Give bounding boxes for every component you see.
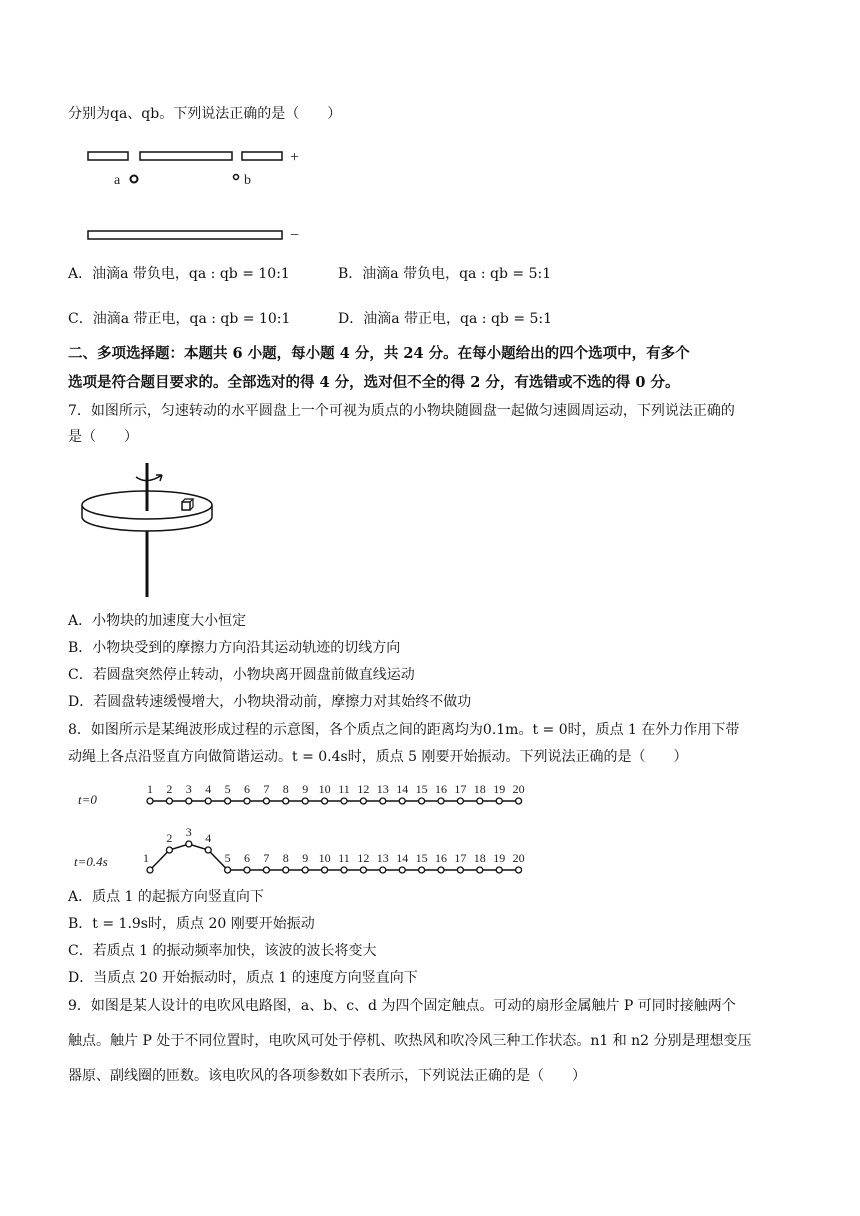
rope-point-label-t04: 1 [143,851,149,865]
rope-point-label-t04: 8 [282,851,289,865]
section2-heading-line2: 选项是符合题目要求的。全部选对的得 4 分，选对但不全的得 2 分，有选错或不选的得 0 分。 [68,374,680,391]
q7-option-c: C．若圆盘突然停止转动，小物块离开圆盘前做直线运动 [68,667,415,683]
rope-point-t0 [419,798,425,804]
q6-option-d: D．油滴a 带正电，qa : qb = 5:1 [338,311,553,327]
rope-point-t0 [302,798,308,804]
rope-point-label-t0: 4 [205,782,212,796]
upper-plate-right [242,152,282,160]
rope-point-t0 [457,798,463,804]
rope-point-label-t0: 14 [396,782,409,796]
rope-point-t04 [283,867,289,873]
rope-point-t04 [166,847,172,853]
rope-point-t0 [477,798,483,804]
rope-point-label-t0: 8 [282,782,289,796]
rope-point-label-t0: 3 [185,782,192,796]
rope-point-t04 [147,867,153,873]
q8-rope-wave-figure [70,774,530,884]
q7-stem-line2: 是（ ） [68,429,138,445]
rope-point-label-t04: 16 [435,851,447,865]
q7-turntable-figure [70,455,250,605]
q8-option-d: D．当质点 20 开始振动时，质点 1 的速度方向竖直向下 [68,970,418,986]
rope-point-label-t0: 13 [376,782,389,796]
rope-point-label-t0: 20 [512,782,525,796]
rope-point-t04 [516,867,522,873]
section2-heading-line1: 二、多项选择题：本题共 6 小题，每小题 4 分，共 24 分。在每小题给出的四个选项中，有多个 [68,345,690,362]
rope-point-t04 [186,841,192,847]
rope-point-t0 [244,798,250,804]
rope-point-label-t0: 2 [166,782,173,796]
rope-point-t0 [186,798,192,804]
q8-option-b: B．t = 1.9s时，质点 20 刚要开始振动 [68,916,315,932]
q6-option-c: C．油滴a 带正电，qa : qb = 10:1 [68,311,291,327]
q6-option-b: B．油滴a 带负电，qa : qb = 5:1 [338,266,552,282]
rope-point-label-t04: 7 [263,851,270,865]
rope-point-t0 [322,798,328,804]
q6-stem: 分别为qa、qb。下列说法正确的是（ ） [68,106,342,122]
rope-point-t04 [322,867,328,873]
rope-point-t0 [225,798,231,804]
rope-point-t0 [147,798,153,804]
rope-point-t0 [341,798,347,804]
rope-point-t04 [225,867,231,873]
droplet-a-label: a [114,173,121,188]
rope-point-label-t04: 14 [396,851,409,865]
q6-capacitor-figure [80,140,320,250]
rope-point-label-t04: 19 [493,851,506,865]
rope-point-t04 [302,867,308,873]
upper-plate-middle [140,152,232,160]
droplet-b-label: b [244,173,251,188]
rope-point-label-t04: 9 [302,851,309,865]
rope-point-t0 [283,798,289,804]
upper-plate-left [88,152,128,160]
rope-point-label-t0: 19 [493,782,506,796]
rope-point-label-t04: 3 [185,825,192,839]
rope-point-t04 [399,867,405,873]
rope-point-label-t0: 9 [302,782,309,796]
rope-point-t0 [516,798,522,804]
q8-stem-line1: 8．如图所示是某绳波形成过程的示意图，各个质点之间的距离均为0.1m。t = 0时，质点 1 在外力作用下带 [68,722,740,738]
q6-option-a: A．油滴a 带负电，qa : qb = 10:1 [68,266,290,282]
q7-stem-line1: 7．如图所示，匀速转动的水平圆盘上一个可视为质点的小物块随圆盘一起做匀速圆周运动，下列说法正确的 [68,403,735,419]
rope-point-label-t0: 16 [435,782,447,796]
q9-line1: 9．如图是某人设计的电吹风电路图，a、b、c、d 为四个固定触点。可动的扇形金属触片 P 可同时接触两个 [68,998,736,1014]
rope-point-label-t04: 4 [205,831,212,845]
rope-point-t04 [244,867,250,873]
q7-option-b: B．小物块受到的摩擦力方向沿其运动轨迹的切线方向 [68,640,401,656]
q8-option-a: A．质点 1 的起振方向竖直向下 [68,889,264,905]
q8-option-c: C．若质点 1 的振动频率加快，该波的波长将变大 [68,943,377,959]
lower-plate [88,231,282,239]
rope-point-t04 [360,867,366,873]
rope-point-t04 [496,867,502,873]
rope-point-label-t0: 15 [415,782,428,796]
rope-point-label-t04: 17 [454,851,467,865]
rope-point-label-t0: 10 [318,782,331,796]
rope-point-t0 [380,798,386,804]
rope-point-label-t0: 17 [454,782,467,796]
rope-point-label-t04: 15 [415,851,428,865]
rope-point-t04 [438,867,444,873]
rope-point-label-t0: 1 [147,782,153,796]
plus-sign: + [290,149,300,166]
rope-point-t04 [419,867,425,873]
droplet-b [234,175,239,180]
rope-point-t0 [360,798,366,804]
rope-point-t04 [341,867,347,873]
rope-point-label-t04: 20 [512,851,525,865]
rope-point-label-t04: 18 [473,851,486,865]
rope-point-label-t0: 6 [244,782,250,796]
rope-point-label-t04: 6 [244,851,250,865]
rope-point-t0 [166,798,172,804]
rope-point-label-t0: 5 [224,782,231,796]
rope-point-label-t04: 5 [224,851,231,865]
rope-point-t04 [205,847,211,853]
row1-time-label: t=0 [78,792,97,807]
rope-point-t04 [263,867,269,873]
rope-point-label-t04: 11 [338,851,350,865]
q8-stem-line2: 动绳上各点沿竖直方向做简谐运动。t = 0.4s时，质点 5 刚要开始振动。下列说法正确的是（ ） [68,749,688,765]
rope-point-label-t04: 13 [376,851,389,865]
rope-point-t04 [457,867,463,873]
q7-option-a: A．小物块的加速度大小恒定 [68,613,247,629]
minus-sign: − [290,227,300,244]
rope-point-t0 [438,798,444,804]
rope-point-t0 [205,798,211,804]
q9-line3: 器原、副线圈的匝数。该电吹风的各项参数如下表所示，下列说法正确的是（ ） [68,1068,586,1084]
row2-time-label: t=0.4s [74,854,108,869]
q9-line2: 触点。触片 P 处于不同位置时，电吹风可处于停机、吹热风和吹冷风三种工作状态。n1 和 n2 分别是理想变压 [68,1033,752,1049]
rope-point-label-t04: 2 [166,831,173,845]
small-block [182,502,190,510]
rope-point-label-t0: 7 [263,782,270,796]
rope-point-t0 [263,798,269,804]
rope-point-label-t0: 18 [473,782,486,796]
droplet-a [131,176,138,183]
rope-point-t0 [496,798,502,804]
rope-point-label-t0: 12 [357,782,370,796]
q7-option-d: D．若圆盘转速缓慢增大，小物块滑动前，摩擦力对其始终不做功 [68,694,472,710]
rope-point-label-t04: 10 [318,851,331,865]
rope-point-label-t0: 11 [338,782,350,796]
rope-point-t04 [380,867,386,873]
rope-point-t0 [399,798,405,804]
rope-point-t04 [477,867,483,873]
rope-point-label-t04: 12 [357,851,370,865]
